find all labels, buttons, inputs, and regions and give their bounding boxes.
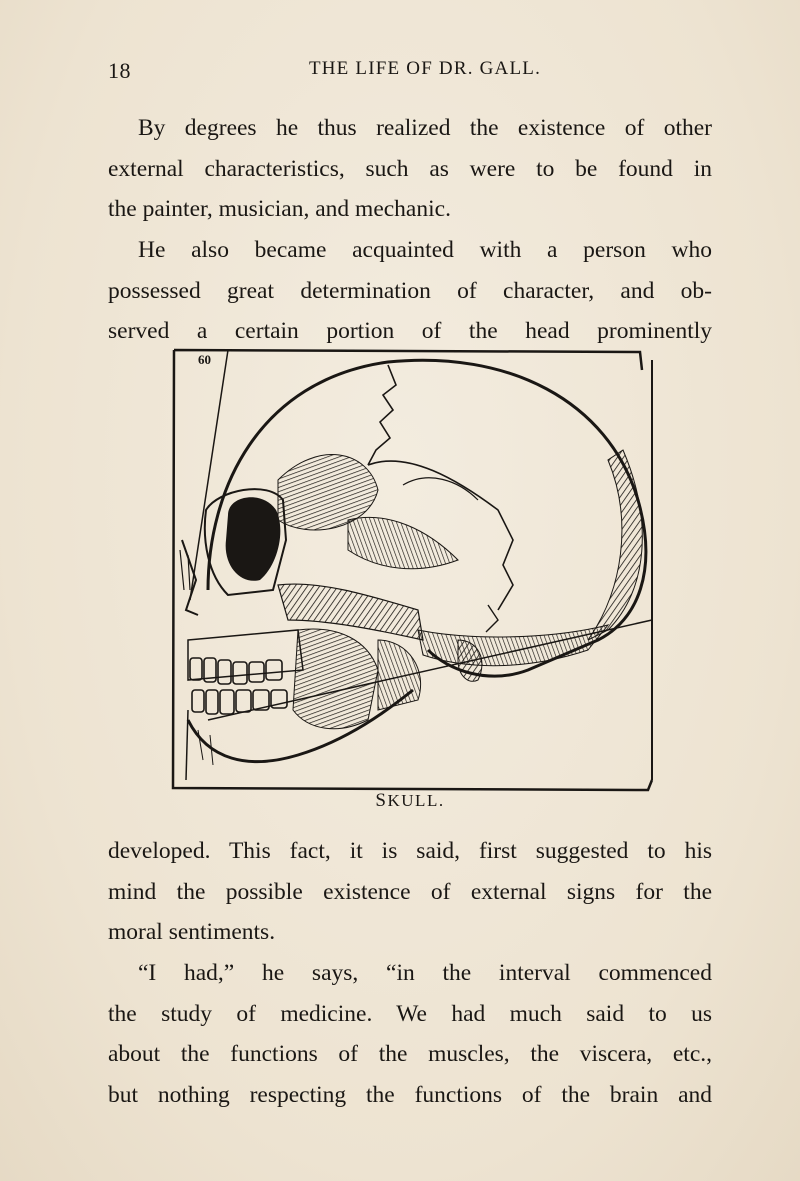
paragraph-2: [108, 230, 712, 352]
text-line: the painter, musician, and mechanic.: [108, 196, 451, 222]
text-line: moral sentiments.: [108, 919, 276, 945]
text-line: He also became acquainted with a person who: [138, 237, 712, 263]
paragraph-3: [108, 831, 712, 953]
paragraph-4: [108, 953, 712, 1115]
text-line: about the functions of the muscles, the viscera, etc.,: [108, 1041, 712, 1067]
running-title: THE LIFE OF DR. GALL.: [308, 58, 542, 79]
svg-text:60: 60: [198, 352, 211, 367]
figure-caption: [108, 790, 712, 812]
text-line: “I had,” he says, “in the interval commenced: [138, 960, 712, 986]
paragraph-1: [108, 108, 712, 230]
page-number: 18: [108, 58, 131, 83]
caption-rest: KULL.: [387, 791, 445, 810]
text-line: By degrees he thus realized the existence of other: [138, 115, 712, 141]
text-line: mind the possible existence of external signs for the: [108, 878, 712, 905]
text-line: the study of medicine. We had much said to us: [108, 1000, 712, 1027]
text-line: served a certain portion of the head prominently: [108, 318, 712, 344]
text-line: but nothing respecting the functions of the brain and: [108, 1081, 712, 1108]
running-head: [108, 58, 712, 86]
text-line: external characteristics, such as were to be found in: [108, 155, 712, 182]
skull-illustration: [168, 340, 658, 795]
text-line: possessed great determination of character, and ob-: [108, 277, 712, 304]
text-line: developed. This fact, it is said, first suggested to his: [108, 838, 712, 864]
caption-initial: S: [375, 790, 388, 811]
